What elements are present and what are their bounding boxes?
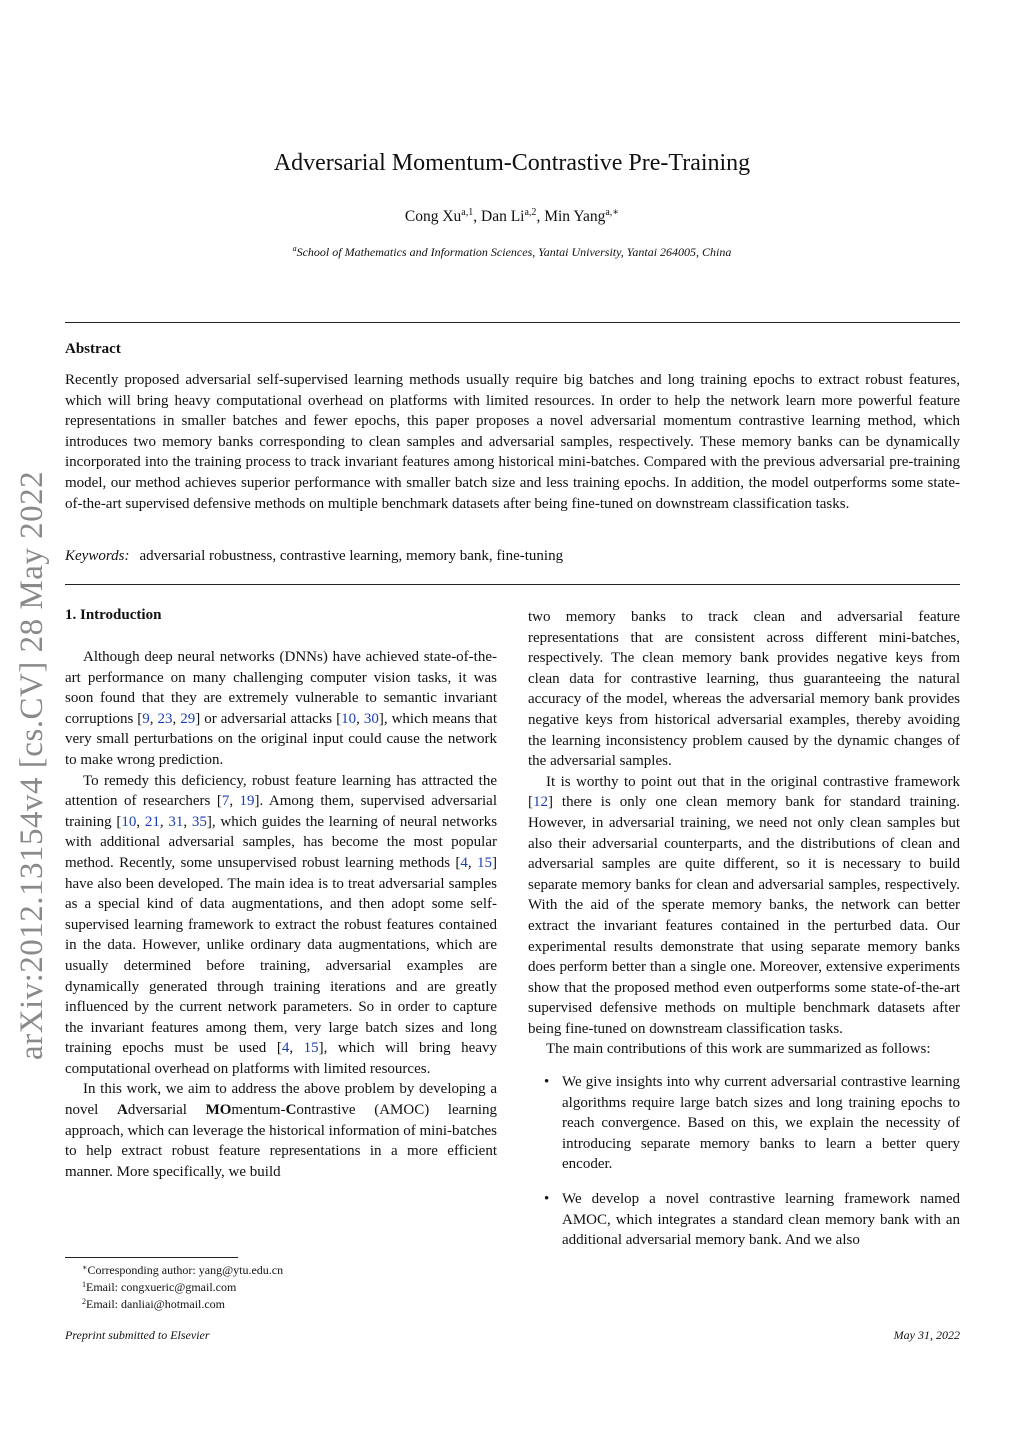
author-marks: a,1 (461, 207, 474, 218)
abstract-divider (65, 584, 960, 585)
citation-link[interactable]: 31 (168, 813, 184, 830)
abstract-text: Recently proposed adversarial self-supervised learning methods usually require big batches and long training epochs to extract robust features, which will bring heavy computational overhead on platforms with limited resources. In order to help the network learn more powerful feature representations in smaller batches and fewer epochs, this paper proposes a novel adversarial momentum contrastive learning method, which introduces two memory banks corresponding to clean samples and adversarial samples, respectively. These memory banks can be dynamically incorporated into the training process to track invariant features among historical mini-batches. Compared with the previous adversarial pre-training model, our method achieves superior performance with smaller batch size and less training epochs. In addition, the model outperforms some state-of-the-art supervised defensive methods on multiple benchmark datasets after being fine-tuned on downstream classification tasks. (65, 372, 960, 512)
keywords-label: Keywords: (65, 548, 130, 564)
footnote-divider (65, 1257, 238, 1258)
right-column (528, 607, 960, 1265)
footer-date: May 31, 2022 (893, 1328, 960, 1342)
list-item: • We develop a novel contrastive learning framework named AMOC, which integrates a standard clean memory bank with an additional adversarial memory bank. And we also (544, 1191, 960, 1249)
citation-link[interactable]: 4 (460, 854, 468, 871)
bullet-marker: • (544, 1074, 550, 1091)
section-heading-introduction: 1. Introduction (65, 607, 162, 623)
arxiv-identifier: arXiv:2012.13154v4 [cs.CV] 28 May 2022 (14, 470, 50, 1060)
citation-link[interactable]: 15 (303, 1040, 319, 1057)
top-divider (65, 322, 960, 323)
affiliation-text: School of Mathematics and Information Sciences, Yantai University, Yantai 264005, China (296, 245, 732, 259)
footnote: ∗Corresponding author: yang@ytu.edu.cn (82, 1263, 284, 1277)
abstract-heading: Abstract (65, 341, 121, 357)
affiliation (0, 245, 1024, 260)
list-item: • We give insights into why current adversarial contrastive learning algorithms require large batch sizes and long training epochs to reach convergence. Based on this, we explain the necessity of introducing separate memory banks to learn a better query encoder. (544, 1074, 960, 1173)
paragraph: It is worthy to point out that in the original contrastive framework [12] there is only one clean memory bank for standard training. However, in adversarial training, we need not only clean samples but also their adversarial counterparts, and the distributions of clean and adversarial samples are quite different, so it is necessary to build separate memory banks for clean and adversarial samples, respectively. With the aid of the sperate memory banks, the network can better extract the invariant features contained in the perturbed data. Our experimental results demonstrate that using separate memory banks does perform better than a single one. Moreover, extensive experiments show that the proposed method even outperforms some state-of-the-art supervised defensive methods on multiple benchmark datasets after being fine-tuned on downstream classification tasks. (528, 773, 960, 1037)
keywords (65, 548, 563, 565)
author-name: Min Yang (544, 208, 606, 225)
author-name: Cong Xu (404, 208, 462, 225)
citation-link[interactable]: 7 (221, 793, 230, 810)
contribution-list (528, 1072, 960, 1251)
paragraph: two memory banks to track clean and adversarial feature representations that are consistent across different mini-batches, respectively. The clean memory bank provides negative keys from clean data for contrastive learning, thus guaranteeing the natural accuracy of the model, whereas the adversarial memory bank provides negative keys from historical adversarial examples, thereby avoiding the learning inconsistency problem caused by the dynamic changes of the adversarial samples. (528, 609, 960, 770)
keywords-text: adversarial robustness, contrastive learning, memory bank, fine-tuning (139, 548, 564, 564)
left-column (65, 647, 497, 1182)
footnote: $^1$Email: congxueric@gmail.com (82, 1280, 237, 1294)
paragraph: The main contributions of this work are summarized as follows: (546, 1041, 931, 1058)
footer-preprint-note: Preprint submitted to Elsevier (65, 1328, 210, 1342)
citation-link[interactable]: 10 (121, 813, 137, 830)
citation-link[interactable]: 21 (144, 813, 160, 830)
author-marks: a,∗ (605, 207, 620, 218)
bullet-marker: • (544, 1191, 550, 1208)
citation-link[interactable]: 9 (142, 710, 150, 727)
footnote: $^2$Email: danliai@hotmail.com (82, 1297, 226, 1311)
citation-link[interactable]: 30 (363, 710, 379, 727)
citation-link[interactable]: 35 (191, 813, 207, 830)
author-name: Dan Li (481, 208, 525, 225)
citation-link[interactable]: 12 (533, 794, 548, 811)
author-marks: a,2 (524, 207, 537, 218)
author-list: Cong Xu$^{a,1}$, Dan Li$^{a,2}$, Min Yang$^{a,∗}$ (404, 207, 620, 225)
citation-link[interactable]: 15 (477, 854, 492, 871)
citation-link[interactable]: 29 (180, 710, 196, 727)
paragraph: In this work, we aim to address the above problem by developing a novel Adversarial MOmentum-Contrastive (AMOC) learning approach, which can leverage the historical information of mini-batches to help extract robust feature representations in a more efficient manner. More specifically, we build (65, 1081, 497, 1180)
paragraph: Although deep neural networks (DNNs) have achieved state-of-the-art performance on many challenging computer vision tasks, it was soon found that they are extremely vulnerable to semantic invariant corruptions [9, 23, 29] or adversarial attacks [10, 30], which means that very small perturbations on the original input could cause the network to make wrong prediction. (65, 649, 497, 768)
citation-link[interactable]: 4 (281, 1040, 290, 1057)
citation-link[interactable]: 19 (239, 793, 255, 810)
affiliation-mark: a (292, 244, 297, 253)
citation-link[interactable]: 10 (341, 710, 357, 727)
paragraph: To remedy this deficiency, robust feature learning has attracted the attention of researchers [7, 19]. Among them, supervised adversarial training [10, 21, 31, 35], which guides the learning of neural networks with additional adversarial samples, has become the most popular method. Recently, some unsupervised robust learning methods [4, 15] have also been developed. The main idea is to treat adversarial samples as a special kind of data augmentations, and then adopt some self-supervised learning framework to extract the robust features contained in the data. However, unlike ordinary data augmentations, which are usually determined before training, adversarial examples are dynamically generated through training iterations and are greatly influenced by the current network parameters. So in order to capture the invariant features among them, very large batch sizes and long training epochs must be used [4, 15], which will bring heavy computational overhead on platforms with limited resources. (65, 772, 498, 1077)
paper-title: Adversarial Momentum-Contrastive Pre-Training (273, 150, 751, 176)
citation-link[interactable]: 23 (157, 710, 173, 727)
